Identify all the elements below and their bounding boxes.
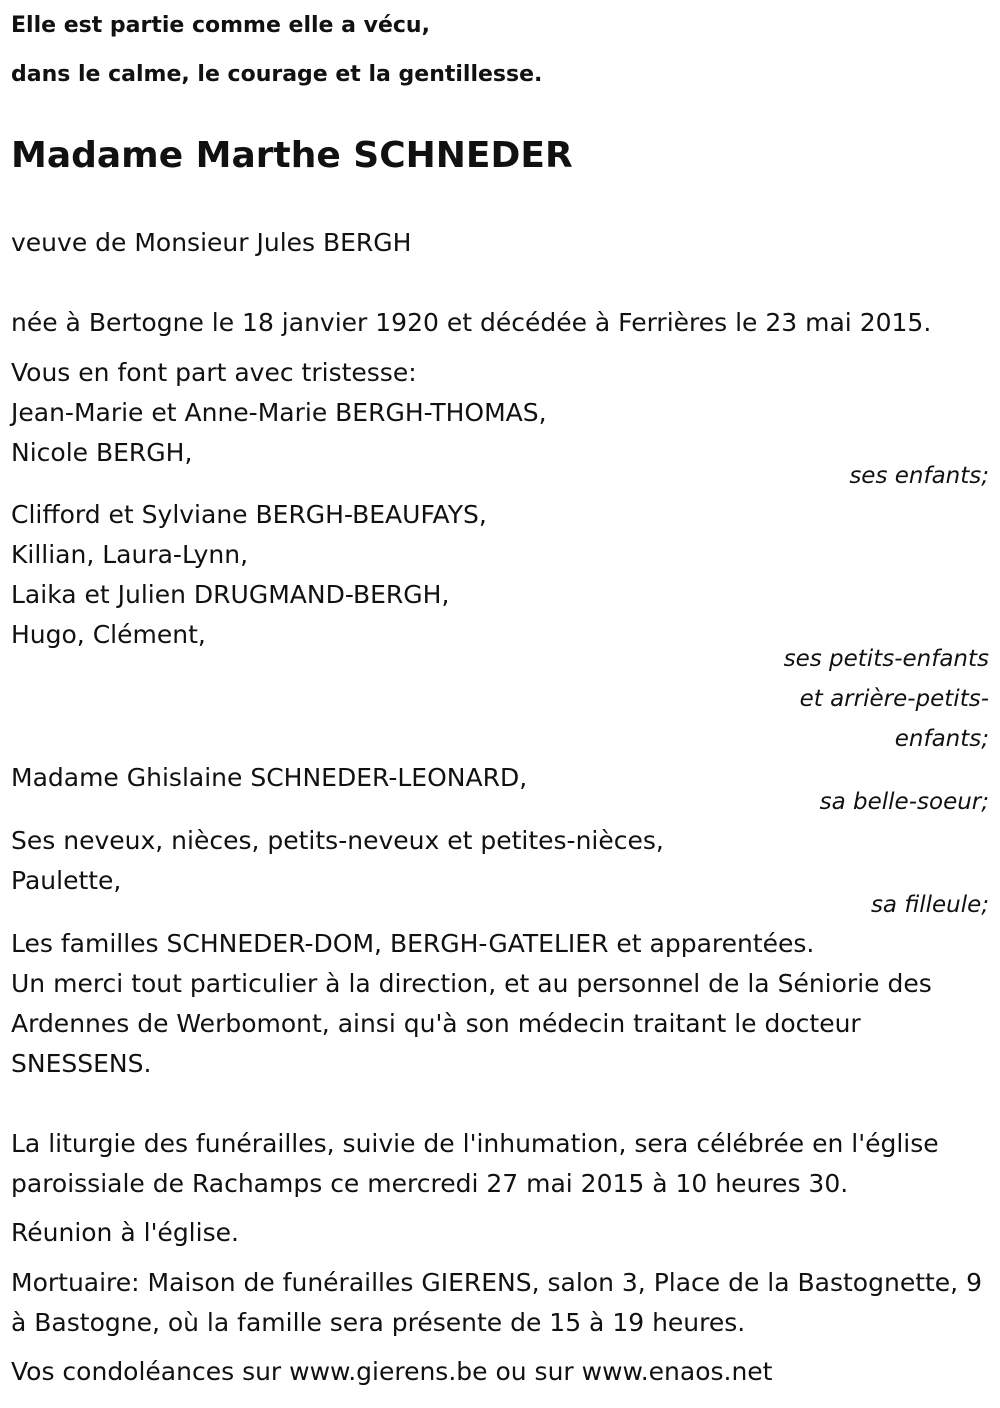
families-line: Les familles SCHNEDER-DOM, BERGH-GATELIER et apparentées. <box>11 929 815 958</box>
grandchildren-relation-1: ses petits-enfants <box>783 646 989 672</box>
announcement-intro: Vous en font part avec tristesse: <box>11 358 417 387</box>
liturgy-paragraph: La liturgie des funérailles, suivie de l'inhumation, sera célébrée en l'église paroissiale de Rachamps ce mercredi 27 mai 2015 à 10 heures 30. <box>11 1129 939 1198</box>
child-name-2: Nicole BERGH, <box>11 438 193 467</box>
epigraph-line-2: dans le calme, le courage et la gentillesse. <box>11 62 543 87</box>
widow-of: veuve de Monsieur Jules BERGH <box>11 228 412 257</box>
goddaughter-relation: sa filleule; <box>870 892 989 918</box>
children-relation: ses enfants; <box>849 463 989 489</box>
grandchild-name-2: Killian, Laura-Lynn, <box>11 540 249 569</box>
grandchild-name-1: Clifford et Sylviane BERGH-BEAUFAYS, <box>11 500 487 529</box>
thanks-paragraph: Un merci tout particulier à la direction, et au personnel de la Séniorie des Ardennes de Werbomont, ainsi qu'à son médecin traitant le docteur SNESSENS. <box>11 969 932 1078</box>
birth-death: née à Bertogne le 18 janvier 1920 et décédée à Ferrières le 23 mai 2015. <box>11 308 932 337</box>
mortuary-paragraph: Mortuaire: Maison de funérailles GIERENS, salon 3, Place de la Bastognette, 9 à Bastogne, où la famille sera présente de 15 à 19 heures. <box>11 1268 982 1337</box>
grandchild-name-4: Hugo, Clément, <box>11 620 206 649</box>
child-name-1: Jean-Marie et Anne-Marie BERGH-THOMAS, <box>11 398 547 427</box>
condolences-line: Vos condoléances sur www.gierens.be ou sur www.enaos.net <box>11 1357 773 1386</box>
nephews-line: Ses neveux, nièces, petits-neveux et petites-nièces, <box>11 826 664 855</box>
goddaughter-name: Paulette, <box>11 866 122 895</box>
sister-in-law-name: Madame Ghislaine SCHNEDER-LEONARD, <box>11 763 528 792</box>
grandchildren-relation-3: enfants; <box>894 726 989 752</box>
deceased-name: Madame Marthe SCHNEDER <box>11 135 573 176</box>
grandchildren-relation-2: et arrière-petits- <box>799 686 989 712</box>
grandchild-name-3: Laika et Julien DRUGMAND-BERGH, <box>11 580 450 609</box>
sister-in-law-relation: sa belle-soeur; <box>819 789 989 815</box>
epigraph-line-1: Elle est partie comme elle a vécu, <box>11 13 430 38</box>
reunion-line: Réunion à l'église. <box>11 1218 239 1247</box>
